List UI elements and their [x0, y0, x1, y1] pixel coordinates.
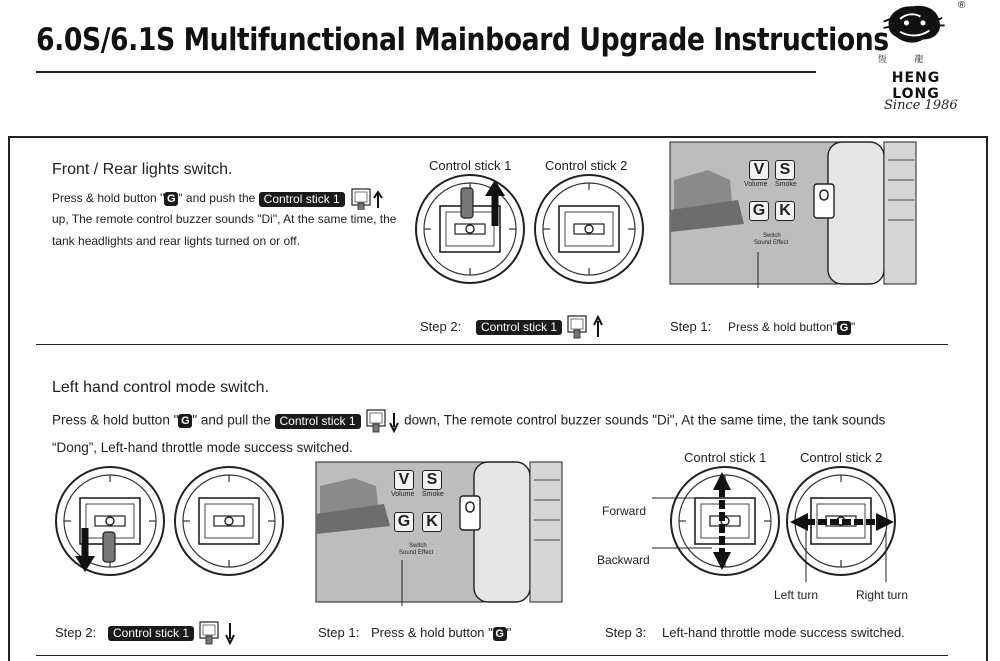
text-part: " and pull the — [192, 412, 271, 428]
section-divider — [36, 344, 948, 345]
section1-line3: tank headlights and rear lights turned on or off. — [52, 234, 300, 248]
panel1-sound-effect: Sound Effect — [754, 240, 789, 246]
stick-knob — [461, 188, 473, 218]
logo-glyphs: 恆 龍 — [878, 54, 924, 64]
text-part: " and push the — [178, 191, 256, 206]
brand-name: HENG LONG — [891, 70, 941, 102]
panel2-volume: Volume — [391, 491, 415, 498]
panel1-smoke: Smoke — [775, 181, 797, 188]
backward-label: Backward — [597, 553, 650, 567]
panel2-key-v: V — [394, 470, 414, 490]
control-stick-2-diagram — [534, 174, 646, 286]
section1-line1 — [52, 188, 384, 210]
panel1-switch: Switch — [763, 233, 781, 239]
s1-step1-text — [728, 320, 855, 335]
control-stick-1-badge: Control stick 1 — [476, 320, 562, 335]
panel1-key-g: G — [749, 201, 769, 221]
text-part: Press & hold button " — [371, 625, 493, 640]
s2-step3-text: Left-hand throttle mode success switched. — [662, 625, 905, 640]
panel1-volume: Volume — [744, 181, 768, 188]
s2-step2-stick-down-icon — [198, 619, 236, 647]
s2-control-stick-2-diagram — [174, 466, 286, 578]
s1-step2-stick-up-icon — [566, 313, 604, 339]
s1-step1-label: Step 1: — [670, 319, 712, 334]
title-underline — [36, 71, 816, 73]
s2-stick2-label: Control stick 2 — [800, 450, 883, 465]
registered-mark: ® — [958, 0, 966, 11]
turn-leader-lines — [790, 530, 900, 586]
panel1-key-v: V — [749, 160, 769, 180]
panel2-key-g: G — [394, 512, 414, 532]
s2-stick1-label: Control stick 1 — [684, 450, 767, 465]
panel2-key-k: K — [422, 512, 442, 532]
panel1-key-k: K — [775, 201, 795, 221]
s2-step3-label: Step 3: — [605, 625, 647, 640]
section2-heading: Left hand control mode switch. — [52, 379, 270, 396]
panel1-key-s: S — [775, 160, 795, 180]
g-key-badge: G — [493, 627, 507, 641]
panel2-switch: Switch — [409, 543, 427, 549]
stick1-label: Control stick 1 — [429, 158, 512, 173]
s2-step1-text — [371, 625, 511, 641]
s2-step2-label: Step 2: — [55, 625, 97, 640]
page-title: 6.0S/6.1S Multifunctional Mainboard Upgrade Instructions — [36, 22, 889, 58]
s1-step2-label: Step 2: — [420, 319, 462, 334]
section2-line1 — [52, 409, 885, 433]
g-key-badge: G — [837, 321, 851, 335]
section1-heading: Front / Rear lights switch. — [52, 161, 233, 178]
text-part: Press & hold button " — [52, 412, 179, 428]
direction-leader-lines — [652, 490, 732, 560]
panel2-sound-effect: Sound Effect — [399, 550, 434, 556]
s1-step2-badge — [476, 319, 562, 337]
right-turn-label: Right turn — [856, 588, 909, 602]
g-key-badge: G — [164, 192, 178, 206]
stick-down-icon — [364, 409, 400, 433]
stick2-label: Control stick 2 — [545, 158, 628, 173]
section2-line2: “Dong”, Left-hand throttle mode success switched. — [52, 440, 353, 455]
stick-knob — [103, 532, 115, 562]
s2-step1-label: Step 1: — [318, 625, 360, 640]
control-stick-1-badge: Control stick 1 — [108, 626, 194, 641]
text-part: " — [851, 320, 856, 334]
text-part: Press & hold button " — [52, 191, 165, 206]
left-turn-label: Left turn — [774, 588, 819, 602]
bottom-divider — [36, 655, 948, 656]
s2-control-stick-1-diagram — [55, 466, 167, 578]
panel2-smoke: Smoke — [422, 491, 444, 498]
forward-label: Forward — [602, 504, 647, 518]
text-part: " — [506, 625, 512, 640]
control-stick-1-diagram — [415, 174, 527, 286]
section1-line2: up, The remote control buzzer sounds "Di", At the same time, the — [52, 212, 397, 226]
panel2-key-s: S — [422, 470, 442, 490]
control-stick-1-badge: Control stick 1 — [259, 192, 345, 207]
text-part: Press & hold button" — [728, 320, 837, 334]
control-stick-1-badge: Control stick 1 — [275, 414, 361, 429]
g-key-badge: G — [178, 414, 192, 428]
s2-step2-badge — [108, 625, 194, 643]
since-tagline: Since 1986 — [884, 98, 958, 113]
stick-up-icon — [348, 188, 384, 210]
text-part: down, The remote control buzzer sounds "Di", At the same time, the tank sounds — [404, 412, 886, 428]
